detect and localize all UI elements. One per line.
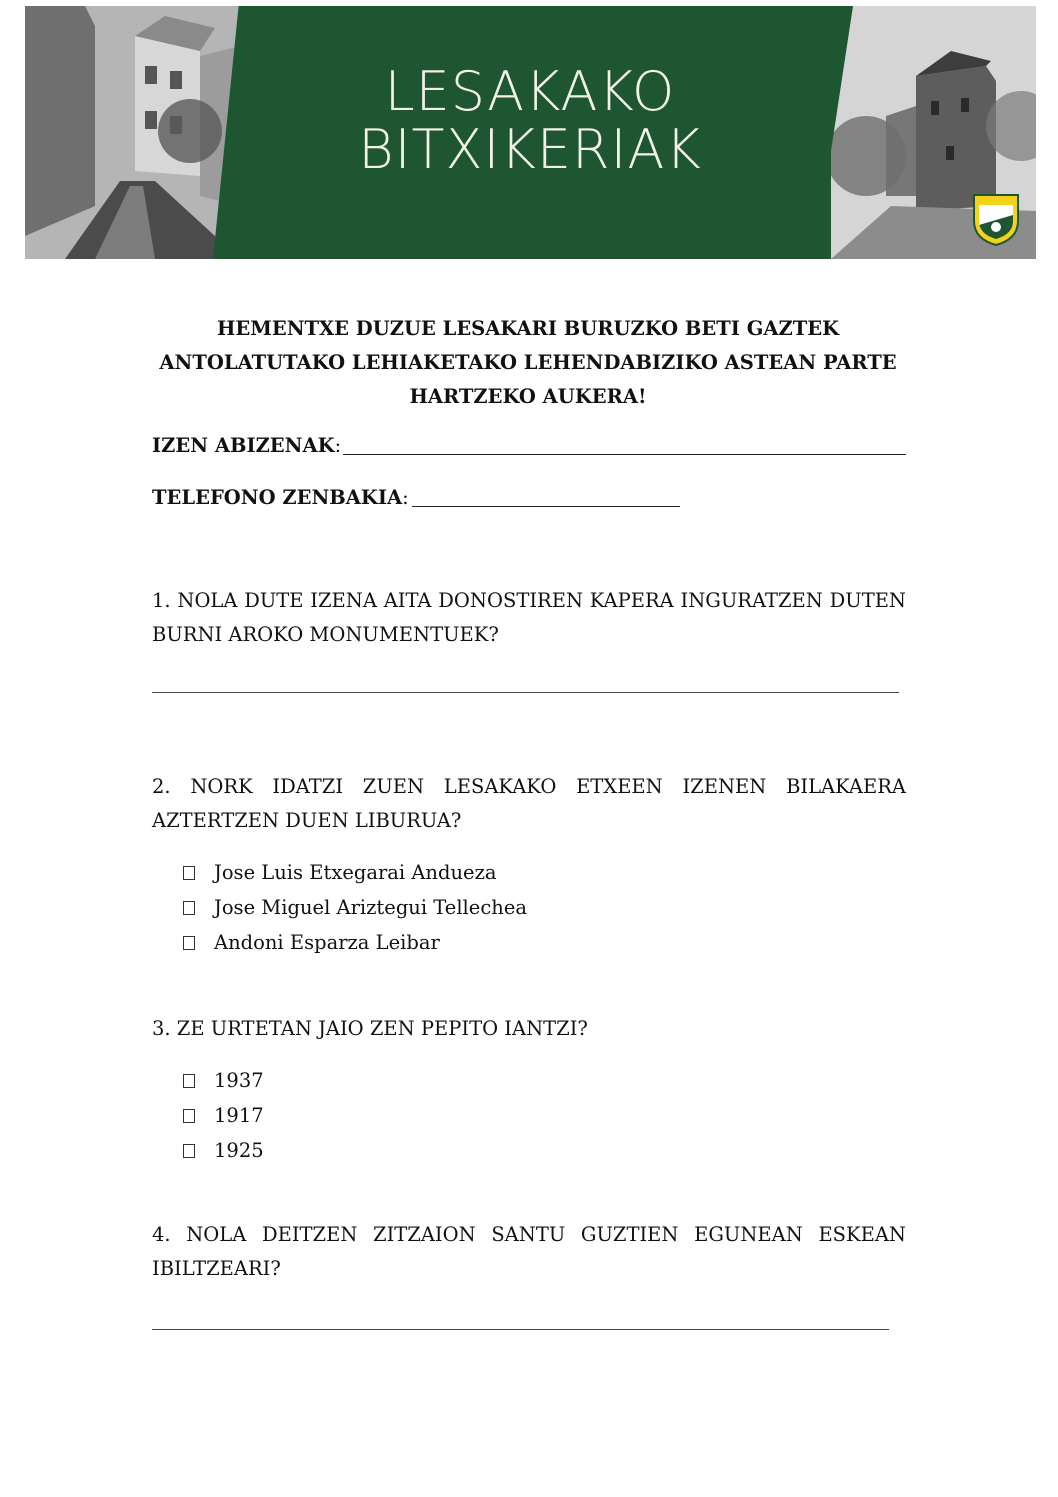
checkbox-icon[interactable] bbox=[183, 901, 195, 915]
option-label: 1925 bbox=[214, 1139, 264, 1162]
checkbox-icon[interactable] bbox=[183, 866, 195, 880]
checkbox-icon[interactable] bbox=[183, 1109, 195, 1123]
option-item[interactable] bbox=[183, 855, 527, 890]
phone-separator: : bbox=[402, 486, 409, 509]
question-3: 3. ZE URTETAN JAIO ZEN PEPITO IANTZI? bbox=[152, 1017, 588, 1040]
option-item[interactable] bbox=[183, 1098, 264, 1133]
name-field[interactable] bbox=[152, 433, 906, 459]
question-2: 2. NORK IDATZI ZUEN LESAKAKO ETXEEN IZENEN BILAKAERA AZTERTZEN DUEN LIBURUA? bbox=[152, 775, 906, 832]
option-label: Andoni Esparza Leibar bbox=[214, 931, 440, 954]
answer-line-4[interactable] bbox=[152, 1329, 889, 1330]
option-label: Jose Miguel Ariztegui Tellechea bbox=[214, 896, 527, 919]
question-4: 4. NOLA DEITZEN ZITZAION SANTU GUZTIEN EGUNEAN ESKEAN IBILTZEARI? bbox=[152, 1223, 906, 1280]
checkbox-icon[interactable] bbox=[183, 1144, 195, 1158]
checkbox-icon[interactable] bbox=[183, 936, 195, 950]
option-item[interactable] bbox=[183, 925, 527, 960]
option-label: 1917 bbox=[214, 1104, 264, 1127]
answer-line-1[interactable] bbox=[152, 692, 899, 693]
phone-label: TELEFONO ZENBAKIA bbox=[152, 486, 403, 509]
intro-heading: HEMENTXE DUZUE LESAKARI BURUZKO BETI GAZTEK ANTOLATUTAKO LEHIAKETAKO LEHENDABIZIKO ASTEAN PARTE HARTZEKO AUKERA! bbox=[159, 317, 897, 408]
banner-title-line1: LESAKAKO bbox=[384, 60, 676, 123]
option-label: 1937 bbox=[214, 1069, 264, 1092]
question-1: 1. NOLA DUTE IZENA AITA DONOSTIREN KAPERA INGURATZEN DUTEN BURNI AROKO MONUMENTUEK? bbox=[152, 589, 906, 646]
option-item[interactable] bbox=[183, 1133, 264, 1168]
option-label: Jose Luis Etxegarai Andueza bbox=[214, 861, 497, 884]
historic-street-photo bbox=[25, 6, 240, 259]
banner-title-line2: BITXIKERIAK bbox=[358, 118, 702, 181]
name-input-line[interactable] bbox=[343, 454, 906, 455]
club-crest-icon bbox=[970, 191, 1022, 247]
phone-field[interactable] bbox=[152, 485, 682, 511]
question-2-options bbox=[183, 855, 527, 960]
option-item[interactable] bbox=[183, 890, 527, 925]
name-label: IZEN ABIZENAK bbox=[152, 434, 335, 457]
phone-input-line[interactable] bbox=[412, 506, 680, 507]
checkbox-icon[interactable] bbox=[183, 1074, 195, 1088]
historic-tower-photo bbox=[831, 6, 1036, 259]
name-separator: : bbox=[334, 434, 342, 457]
header-banner bbox=[25, 6, 1036, 259]
question-3-options bbox=[183, 1063, 264, 1168]
option-item[interactable] bbox=[183, 1063, 264, 1098]
